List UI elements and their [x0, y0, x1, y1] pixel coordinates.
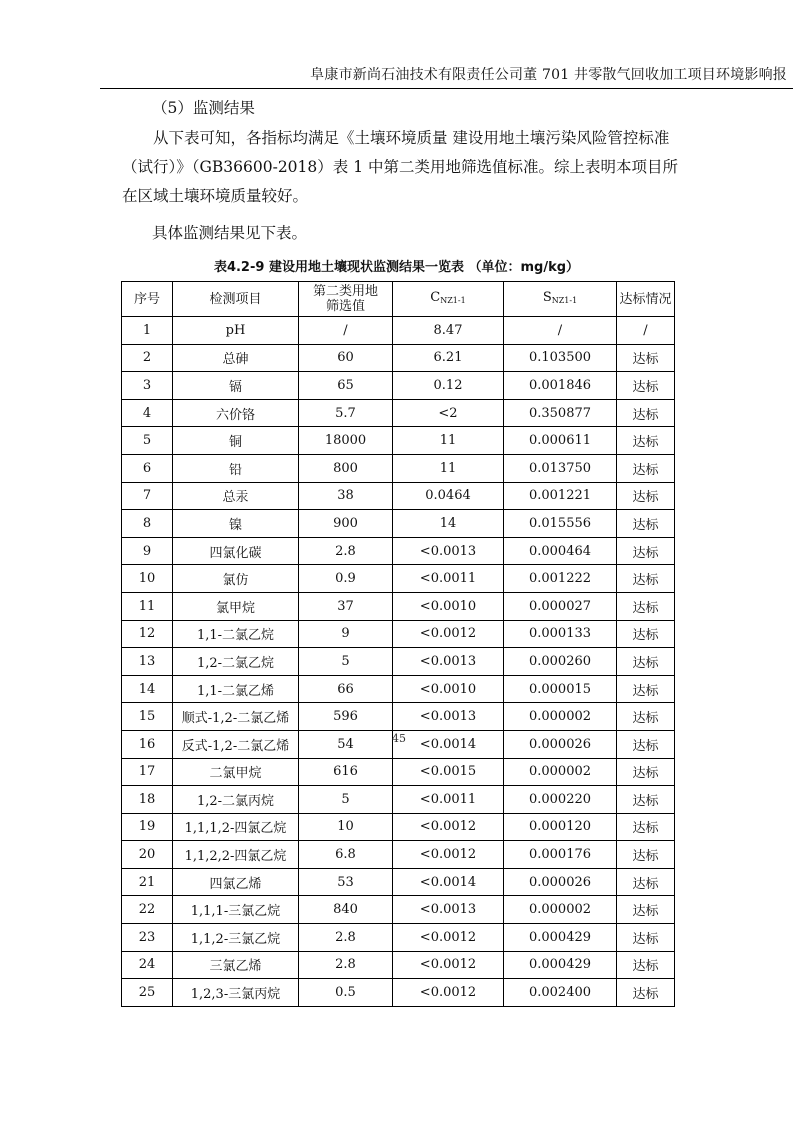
cell-screen-value: 10: [299, 813, 393, 841]
cell-item: 镍: [173, 510, 299, 538]
cell-item: 1,1,1-三氯乙烷: [173, 896, 299, 924]
cell-item: 六价铬: [173, 399, 299, 427]
header-no: 序号: [122, 282, 173, 317]
cell-no: 6: [122, 454, 173, 482]
cell-status: 达标: [617, 703, 675, 731]
cell-s-value: 0.000260: [504, 648, 617, 676]
table-row: [122, 592, 675, 620]
cell-no: 10: [122, 565, 173, 593]
table-row: [122, 648, 675, 676]
cell-no: 24: [122, 951, 173, 979]
cell-c-value: 14: [393, 510, 504, 538]
header-rule: [100, 88, 793, 89]
cell-status: 达标: [617, 427, 675, 455]
cell-s-value: 0.000176: [504, 841, 617, 869]
cell-c-value: <0.0011: [393, 565, 504, 593]
cell-item: 1,1,2,2-四氯乙烷: [173, 841, 299, 869]
cell-no: 7: [122, 482, 173, 510]
cell-c-value: 11: [393, 427, 504, 455]
cell-s-value: 0.001846: [504, 372, 617, 400]
cell-item: 氯仿: [173, 565, 299, 593]
cell-no: 8: [122, 510, 173, 538]
header-c-main: C: [430, 290, 441, 305]
cell-no: 12: [122, 620, 173, 648]
cell-status: 达标: [617, 565, 675, 593]
cell-s-value: 0.000120: [504, 813, 617, 841]
cell-s-value: 0.001221: [504, 482, 617, 510]
cell-c-value: <0.0013: [393, 648, 504, 676]
cell-status: 达标: [617, 758, 675, 786]
cell-item: 反式-1,2-二氯乙烯: [173, 730, 299, 758]
cell-item: 二氯甲烷: [173, 758, 299, 786]
cell-screen-value: 840: [299, 896, 393, 924]
cell-item: 三氯乙烯: [173, 951, 299, 979]
cell-item: 1,1,1,2-四氯乙烷: [173, 813, 299, 841]
cell-no: 15: [122, 703, 173, 731]
cell-item: 四氯化碳: [173, 537, 299, 565]
cell-item: 镉: [173, 372, 299, 400]
cell-screen-value: 65: [299, 372, 393, 400]
table-row: [122, 951, 675, 979]
table-row: [122, 482, 675, 510]
cell-c-value: <0.0015: [393, 758, 504, 786]
cell-c-value: <0.0012: [393, 951, 504, 979]
cell-s-value: /: [504, 317, 617, 345]
cell-status: 达标: [617, 648, 675, 676]
cell-s-value: 0.000133: [504, 620, 617, 648]
page-header: 阜康市新尚石油技术有限责任公司董 701 井零散气回收加工项目环境影响报: [310, 67, 787, 83]
cell-no: 13: [122, 648, 173, 676]
table-row: [122, 427, 675, 455]
cell-screen-value: 9: [299, 620, 393, 648]
cell-no: 16: [122, 730, 173, 758]
cell-s-value: 0.015556: [504, 510, 617, 538]
cell-item: 总砷: [173, 344, 299, 372]
cell-status: 达标: [617, 454, 675, 482]
cell-s-value: 0.000429: [504, 951, 617, 979]
cell-s-value: 0.000464: [504, 537, 617, 565]
cell-screen-value: 2.8: [299, 951, 393, 979]
header-screen-line1: 第二类用地: [312, 284, 378, 299]
cell-screen-value: 0.9: [299, 565, 393, 593]
cell-status: 达标: [617, 979, 675, 1007]
cell-c-value: 0.12: [393, 372, 504, 400]
cell-status: 达标: [617, 841, 675, 869]
table-row: [122, 620, 675, 648]
table-body: [122, 317, 675, 1007]
table-row: [122, 896, 675, 924]
cell-c-value: <0.0013: [393, 896, 504, 924]
cell-s-value: 0.002400: [504, 979, 617, 1007]
cell-status: 达标: [617, 620, 675, 648]
cell-c-value: <0.0012: [393, 841, 504, 869]
cell-status: 达标: [617, 537, 675, 565]
cell-no: 4: [122, 399, 173, 427]
table-caption: 表4.2-9 建设用地土壤现状监测结果一览表 （单位：mg/kg）: [213, 260, 580, 275]
page-number: 45: [392, 732, 406, 745]
cell-item: 1,1,2-三氯乙烷: [173, 924, 299, 952]
cell-c-value: <0.0011: [393, 786, 504, 814]
body-paragraph-1: 从下表可知，各指标均满足《土壤环境质量 建设用地土壤污染风险管控标准（试行）》（GB36600-2018）表 1 中第二类用地筛选值标准。综上表明本项目所在区域土壤环境质量较好。: [122, 129, 678, 205]
table-row: [122, 979, 675, 1007]
cell-screen-value: 800: [299, 454, 393, 482]
cell-c-value: <0.0010: [393, 592, 504, 620]
header-c: [393, 282, 504, 317]
table-row: [122, 372, 675, 400]
cell-s-value: 0.000026: [504, 868, 617, 896]
cell-item: 四氯乙烯: [173, 868, 299, 896]
cell-s-value: 0.000220: [504, 786, 617, 814]
cell-screen-value: 60: [299, 344, 393, 372]
cell-s-value: 0.350877: [504, 399, 617, 427]
cell-s-value: 0.000611: [504, 427, 617, 455]
table-row: [122, 786, 675, 814]
table-row: [122, 758, 675, 786]
cell-screen-value: /: [299, 317, 393, 345]
cell-c-value: <0.0012: [393, 620, 504, 648]
cell-s-value: 0.001222: [504, 565, 617, 593]
body-paragraph-2: 具体监测结果见下表。: [152, 224, 308, 242]
cell-s-value: 0.103500: [504, 344, 617, 372]
cell-c-value: <0.0013: [393, 703, 504, 731]
cell-status: 达标: [617, 510, 675, 538]
cell-s-value: 0.000002: [504, 758, 617, 786]
cell-status: 达标: [617, 951, 675, 979]
table-row: [122, 537, 675, 565]
cell-c-value: <0.0014: [393, 868, 504, 896]
table-row: [122, 703, 675, 731]
cell-status: 达标: [617, 592, 675, 620]
cell-screen-value: 5: [299, 786, 393, 814]
cell-screen-value: 54: [299, 730, 393, 758]
cell-item: 1,2,3-三氯丙烷: [173, 979, 299, 1007]
cell-status: 达标: [617, 868, 675, 896]
cell-s-value: 0.000002: [504, 703, 617, 731]
cell-status: /: [617, 317, 675, 345]
cell-c-value: 8.47: [393, 317, 504, 345]
cell-status: 达标: [617, 482, 675, 510]
cell-c-value: <0.0012: [393, 813, 504, 841]
cell-c-value: <0.0014: [393, 730, 504, 758]
cell-status: 达标: [617, 344, 675, 372]
cell-status: 达标: [617, 399, 675, 427]
cell-no: 2: [122, 344, 173, 372]
cell-item: pH: [173, 317, 299, 345]
table-row: [122, 565, 675, 593]
cell-screen-value: 53: [299, 868, 393, 896]
table-row: [122, 344, 675, 372]
header-status: 达标情况: [617, 282, 675, 317]
header-s-sub: NZ1-1: [551, 296, 578, 305]
table-row: [122, 675, 675, 703]
cell-status: 达标: [617, 372, 675, 400]
cell-status: 达标: [617, 813, 675, 841]
header-s: [504, 282, 617, 317]
header-screen-line2: 筛选值: [325, 299, 365, 314]
cell-screen-value: 5: [299, 648, 393, 676]
cell-no: 20: [122, 841, 173, 869]
soil-monitoring-table: [121, 281, 675, 1007]
cell-no: 17: [122, 758, 173, 786]
header-item: 检测项目: [173, 282, 299, 317]
cell-no: 25: [122, 979, 173, 1007]
cell-c-value: <0.0012: [393, 924, 504, 952]
cell-c-value: 0.0464: [393, 482, 504, 510]
cell-no: 11: [122, 592, 173, 620]
cell-item: 1,1-二氯乙烯: [173, 675, 299, 703]
cell-s-value: 0.000429: [504, 924, 617, 952]
header-s-main: S: [542, 290, 552, 305]
table-row: [122, 841, 675, 869]
cell-item: 顺式-1,2-二氯乙烯: [173, 703, 299, 731]
cell-status: 达标: [617, 730, 675, 758]
cell-s-value: 0.000026: [504, 730, 617, 758]
cell-item: 氯甲烷: [173, 592, 299, 620]
table-row: [122, 924, 675, 952]
cell-s-value: 0.000027: [504, 592, 617, 620]
table-row: [122, 868, 675, 896]
cell-c-value: <0.0010: [393, 675, 504, 703]
cell-no: 5: [122, 427, 173, 455]
header-screen-value: [299, 282, 393, 317]
cell-no: 14: [122, 675, 173, 703]
cell-s-value: 0.013750: [504, 454, 617, 482]
cell-screen-value: 2.8: [299, 924, 393, 952]
cell-screen-value: 0.5: [299, 979, 393, 1007]
cell-status: 达标: [617, 675, 675, 703]
table-row: [122, 813, 675, 841]
cell-status: 达标: [617, 924, 675, 952]
cell-item: 总汞: [173, 482, 299, 510]
cell-screen-value: 596: [299, 703, 393, 731]
header-c-sub: NZ1-1: [440, 296, 466, 305]
cell-c-value: <0.0012: [393, 979, 504, 1007]
table-row: [122, 510, 675, 538]
cell-no: 18: [122, 786, 173, 814]
cell-screen-value: 66: [299, 675, 393, 703]
cell-c-value: 6.21: [393, 344, 504, 372]
cell-no: 21: [122, 868, 173, 896]
table-header-row: [122, 282, 675, 317]
table-row: [122, 317, 675, 345]
cell-screen-value: 37: [299, 592, 393, 620]
cell-item: 1,2-二氯丙烷: [173, 786, 299, 814]
section-heading: （5）监测结果: [152, 99, 255, 117]
cell-s-value: 0.000002: [504, 896, 617, 924]
cell-no: 22: [122, 896, 173, 924]
cell-status: 达标: [617, 786, 675, 814]
cell-screen-value: 6.8: [299, 841, 393, 869]
cell-screen-value: 5.7: [299, 399, 393, 427]
cell-no: 1: [122, 317, 173, 345]
cell-status: 达标: [617, 896, 675, 924]
cell-no: 9: [122, 537, 173, 565]
table-row: [122, 399, 675, 427]
cell-screen-value: 18000: [299, 427, 393, 455]
cell-screen-value: 616: [299, 758, 393, 786]
cell-screen-value: 900: [299, 510, 393, 538]
cell-screen-value: 38: [299, 482, 393, 510]
cell-screen-value: 2.8: [299, 537, 393, 565]
cell-item: 铜: [173, 427, 299, 455]
cell-no: 3: [122, 372, 173, 400]
cell-c-value: 11: [393, 454, 504, 482]
cell-s-value: 0.000015: [504, 675, 617, 703]
cell-c-value: <0.0013: [393, 537, 504, 565]
table-row: [122, 454, 675, 482]
cell-no: 23: [122, 924, 173, 952]
cell-no: 19: [122, 813, 173, 841]
cell-item: 铅: [173, 454, 299, 482]
cell-item: 1,2-二氯乙烷: [173, 648, 299, 676]
cell-item: 1,1-二氯乙烷: [173, 620, 299, 648]
cell-c-value: <2: [393, 399, 504, 427]
